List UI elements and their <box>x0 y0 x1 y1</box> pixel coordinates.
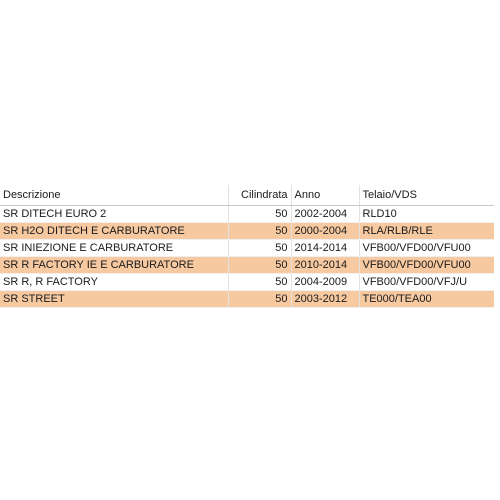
cell-anno: 2014-2014 <box>291 240 359 257</box>
cell-descrizione: SR STREET <box>0 291 228 308</box>
column-header-descrizione[interactable]: Descrizione <box>0 185 228 206</box>
table-row[interactable] <box>0 257 494 274</box>
table-header <box>0 185 494 206</box>
cell-anno: 2002-2004 <box>291 206 359 223</box>
cell-anno: 2010-2014 <box>291 257 359 274</box>
table-row[interactable] <box>0 206 494 223</box>
cell-cilindrata: 50 <box>228 240 291 257</box>
cell-telaio: VFB00/VFD00/VFJ/U <box>359 274 494 291</box>
cell-anno: 2003-2012 <box>291 291 359 308</box>
cell-descrizione: SR H2O DITECH E CARBURATORE <box>0 223 228 240</box>
table-body <box>0 206 494 308</box>
cell-anno: 2000-2004 <box>291 223 359 240</box>
cell-cilindrata: 50 <box>228 257 291 274</box>
cell-telaio: VFB00/VFD00/VFU00 <box>359 257 494 274</box>
cell-descrizione: SR INIEZIONE E CARBURATORE <box>0 240 228 257</box>
table-row[interactable] <box>0 223 494 240</box>
cell-telaio: TE000/TEA00 <box>359 291 494 308</box>
cell-cilindrata: 50 <box>228 274 291 291</box>
cell-descrizione: SR DITECH EURO 2 <box>0 206 228 223</box>
cell-cilindrata: 50 <box>228 206 291 223</box>
cell-cilindrata: 50 <box>228 223 291 240</box>
table-row[interactable] <box>0 240 494 257</box>
cell-descrizione: SR R FACTORY IE E CARBURATORE <box>0 257 228 274</box>
header-row <box>0 185 494 206</box>
cell-telaio: RLD10 <box>359 206 494 223</box>
cell-descrizione: SR R, R FACTORY <box>0 274 228 291</box>
table-row[interactable] <box>0 274 494 291</box>
cell-telaio: VFB00/VFD00/VFU00 <box>359 240 494 257</box>
models-table <box>0 185 494 308</box>
column-header-cilindrata[interactable]: Cilindrata <box>228 185 291 206</box>
table-row[interactable] <box>0 291 494 308</box>
cell-cilindrata: 50 <box>228 291 291 308</box>
cell-anno: 2004-2009 <box>291 274 359 291</box>
cell-telaio: RLA/RLB/RLE <box>359 223 494 240</box>
models-grid <box>0 185 494 308</box>
column-header-anno[interactable]: Anno <box>291 185 359 206</box>
column-header-telaio[interactable]: Telaio/VDS <box>359 185 494 206</box>
